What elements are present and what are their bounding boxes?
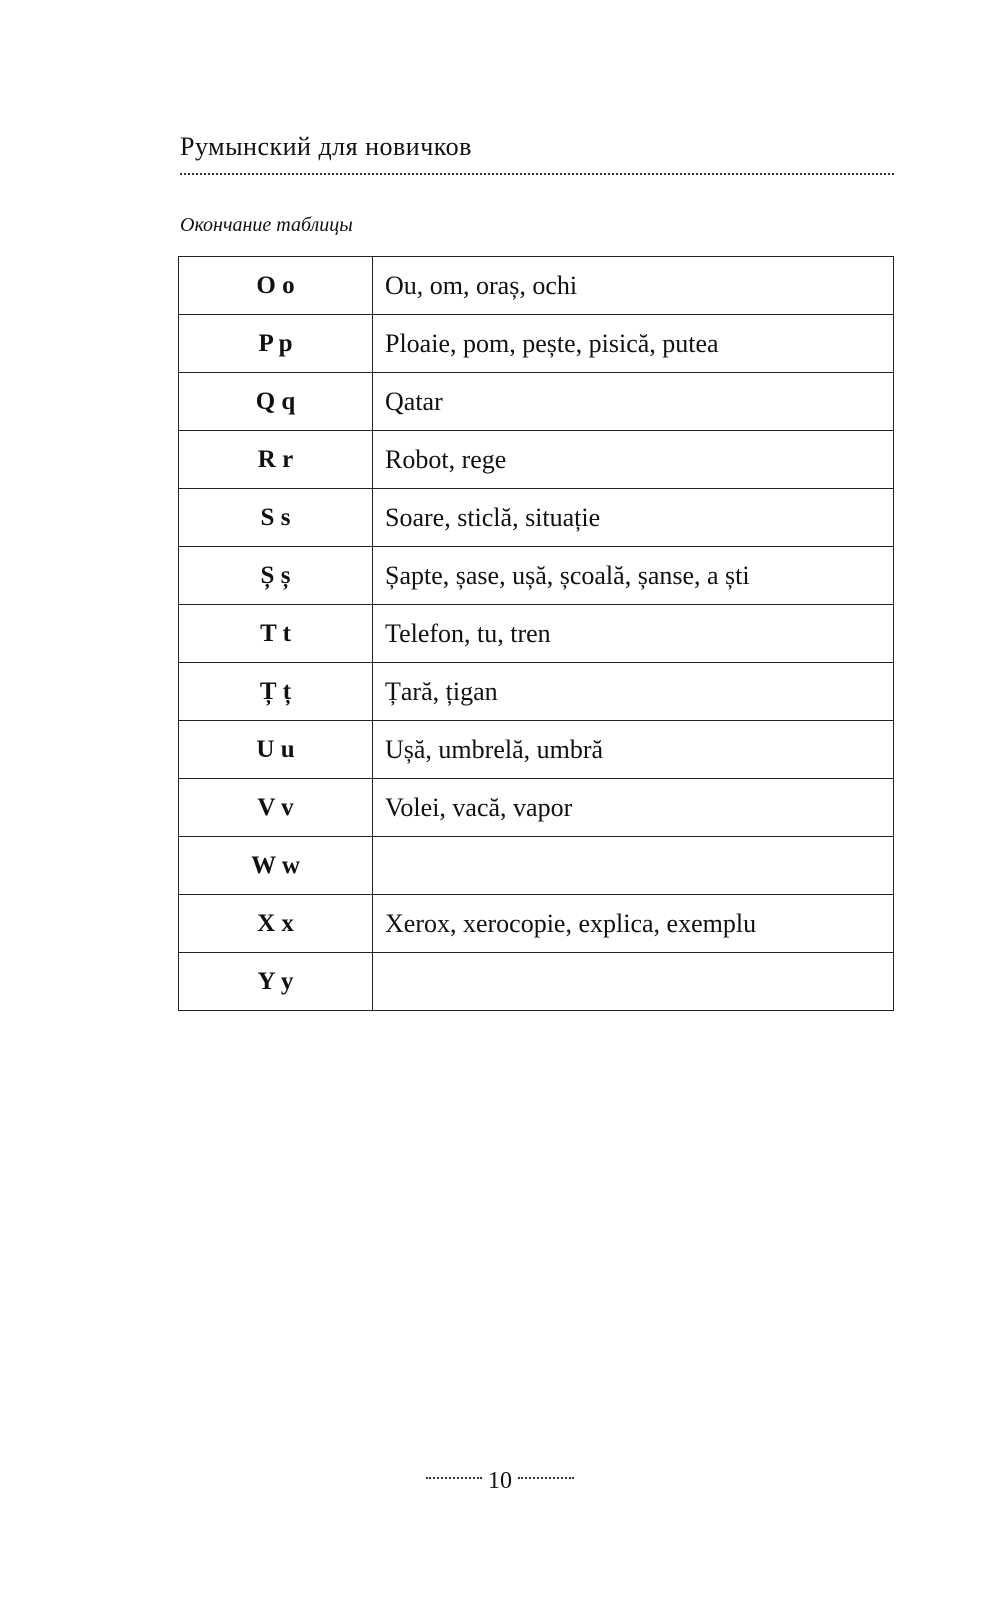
examples-cell: Țară, țigan — [373, 663, 894, 721]
letter-cell: V v — [179, 779, 373, 837]
examples-cell — [373, 953, 894, 1011]
table-row — [179, 431, 894, 489]
table-row — [179, 547, 894, 605]
table-row — [179, 257, 894, 315]
examples-cell: Șapte, șase, ușă, școală, șanse, a ști — [373, 547, 894, 605]
letter-cell: T t — [179, 605, 373, 663]
examples-cell: Volei, vacă, vapor — [373, 779, 894, 837]
letter-cell: Ș ș — [179, 547, 373, 605]
examples-cell: Ușă, umbrelă, umbră — [373, 721, 894, 779]
table-row — [179, 953, 894, 1011]
table-caption: Окончание таблицы — [180, 214, 353, 236]
table-row — [179, 605, 894, 663]
alphabet-table — [178, 256, 894, 1011]
table-row — [179, 779, 894, 837]
examples-cell — [373, 837, 894, 895]
header-dotted-rule — [180, 173, 894, 175]
letter-cell: S s — [179, 489, 373, 547]
letter-cell: O o — [179, 257, 373, 315]
examples-cell: Robot, rege — [373, 431, 894, 489]
letter-cell: R r — [179, 431, 373, 489]
examples-cell: Ou, om, oraș, ochi — [373, 257, 894, 315]
page-footer — [0, 1469, 1000, 1493]
table-row — [179, 489, 894, 547]
running-title: Румынский для новичков — [180, 132, 472, 161]
table-row — [179, 895, 894, 953]
letter-cell: X x — [179, 895, 373, 953]
examples-cell: Telefon, tu, tren — [373, 605, 894, 663]
letter-cell: P p — [179, 315, 373, 373]
letter-cell: W w — [179, 837, 373, 895]
letter-cell: U u — [179, 721, 373, 779]
table-row — [179, 373, 894, 431]
table-row — [179, 721, 894, 779]
examples-cell: Xerox, xerocopie, explica, exemplu — [373, 895, 894, 953]
examples-cell: Ploaie, pom, pește, pisică, putea — [373, 315, 894, 373]
table-row — [179, 663, 894, 721]
letter-cell: Q q — [179, 373, 373, 431]
examples-cell: Qatar — [373, 373, 894, 431]
table-row — [179, 315, 894, 373]
footer-dots-left — [426, 1477, 482, 1479]
footer-dots-right — [518, 1477, 574, 1479]
letter-cell: Ț ț — [179, 663, 373, 721]
page-number: 10 — [488, 1468, 512, 1494]
examples-cell: Soare, sticlă, situație — [373, 489, 894, 547]
table-row — [179, 837, 894, 895]
letter-cell: Y y — [179, 953, 373, 1011]
